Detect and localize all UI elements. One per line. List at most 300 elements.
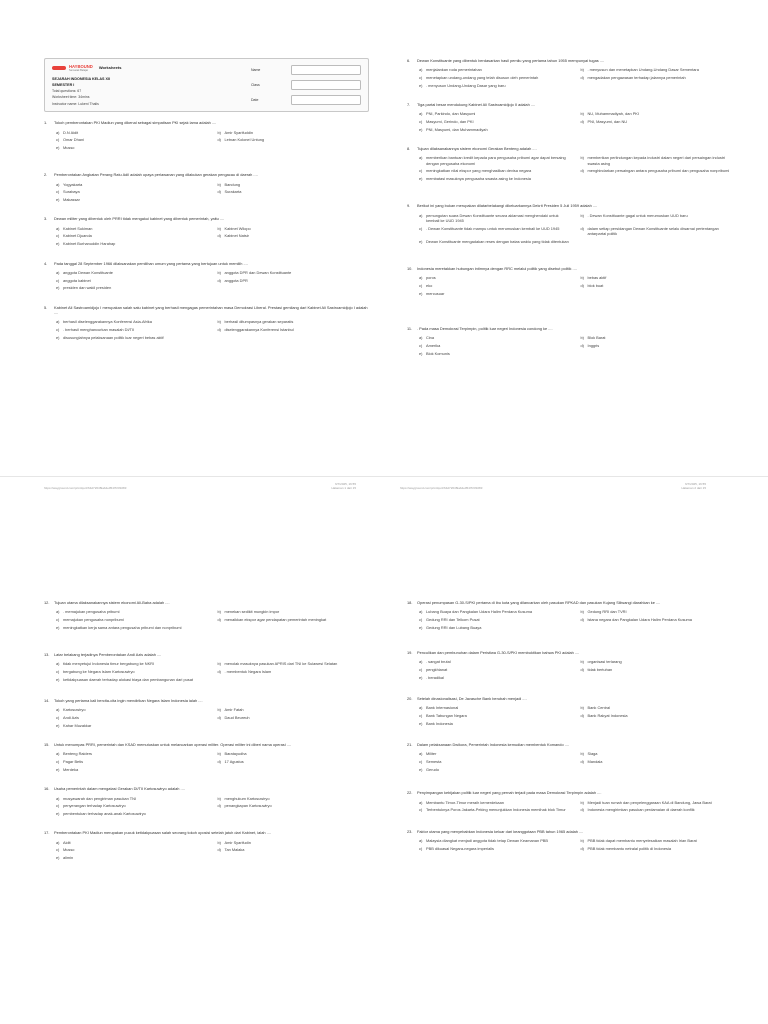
- footer-url-page-1[interactable]: https://wayground.com/print/quiz/64d7264f9ab4e0547b6f1083: [44, 486, 127, 490]
- option-text: menolak masuknya pasukan APRIS dari TNI ke Sulawesi Selatan: [224, 661, 338, 667]
- worksheet-label: Worksheets: [98, 65, 122, 70]
- option-letter: a): [56, 707, 60, 713]
- answer-option[interactable]: [581, 667, 733, 672]
- answer-option[interactable]: [56, 145, 208, 150]
- option-letter: b): [217, 319, 221, 325]
- question-text-row: [407, 58, 732, 63]
- answer-option[interactable]: [218, 803, 370, 808]
- option-text: Militer: [426, 751, 437, 757]
- question-number: 23.: [407, 828, 413, 834]
- option-text: Kartosuwiryo: [63, 707, 86, 713]
- option-letter: b): [217, 707, 221, 713]
- option-letter: c): [419, 225, 423, 231]
- option-text: Gedung RRI dan Telkom Pusat: [426, 617, 480, 623]
- answer-option[interactable]: [56, 796, 208, 801]
- answer-option[interactable]: [581, 75, 733, 80]
- option-letter: a): [56, 795, 60, 801]
- option-text: Tan Malaka: [224, 847, 245, 853]
- answer-option[interactable]: [218, 270, 370, 275]
- worksheet-page-2: [407, 58, 732, 370]
- option-text: pemungutan suara Dewan Konstituante secara aklamasi menghendaki untuk kembali ke UUD 1945: [426, 212, 559, 223]
- option-letter: e): [56, 811, 60, 817]
- option-text: diselenggarakannya Konferensi Istanbul: [224, 326, 294, 332]
- question-8: [407, 146, 732, 181]
- answer-option[interactable]: [419, 767, 571, 772]
- option-text: menaikkan ekspor agar pendapatan pemerintah meningkat: [224, 617, 327, 623]
- answer-option[interactable]: [56, 285, 208, 290]
- answer-option[interactable]: [218, 182, 370, 187]
- question-22: [407, 790, 732, 812]
- answer-options: [419, 838, 732, 851]
- question-15: [44, 742, 369, 772]
- answer-option[interactable]: [581, 111, 733, 116]
- date-input[interactable]: [291, 95, 361, 105]
- meta-instructor: Instructor name: Lukeni Thalis: [52, 101, 99, 106]
- option-text: Kahar Muzakkar: [63, 722, 92, 728]
- option-letter: a): [56, 839, 60, 845]
- answer-option[interactable]: [581, 759, 733, 764]
- question-23: [407, 829, 732, 851]
- question-number: 15.: [44, 742, 50, 748]
- answer-option[interactable]: [56, 327, 208, 332]
- answer-option[interactable]: [581, 617, 733, 622]
- meta-total-questions: Total questions: 67: [52, 89, 82, 94]
- answer-option[interactable]: [419, 119, 571, 124]
- answer-option[interactable]: [581, 283, 733, 288]
- option-letter: d): [580, 807, 584, 813]
- option-letter: a): [56, 609, 60, 615]
- question-text: Penculikan dan pembunuhan dalam Peristiwa G-30-S/PKI membuktikan bahwa PKI adalah ....: [417, 650, 580, 656]
- option-letter: c): [56, 189, 60, 195]
- answer-option[interactable]: [419, 127, 571, 132]
- option-letter: a): [56, 269, 60, 275]
- option-letter: d): [580, 168, 584, 174]
- question-number: 5.: [44, 304, 48, 310]
- option-letter: a): [419, 659, 423, 665]
- option-letter: e): [419, 176, 423, 182]
- answer-option[interactable]: [56, 715, 208, 720]
- answer-option[interactable]: [56, 723, 208, 728]
- answer-option[interactable]: [56, 226, 208, 231]
- option-text: lstana negara dan Pangkalan Udara Halim Perdana Kusuma: [587, 617, 692, 623]
- answer-options: [56, 270, 369, 291]
- answer-option[interactable]: [419, 176, 571, 181]
- answer-option[interactable]: [419, 67, 571, 72]
- answer-option[interactable]: [419, 275, 571, 280]
- option-text: menghukum Kartosuwiryo: [224, 795, 270, 801]
- answer-option[interactable]: [419, 838, 571, 843]
- answer-option[interactable]: [218, 715, 370, 720]
- question-text-row: [44, 261, 369, 266]
- question-number: 6.: [407, 58, 411, 63]
- question-text: Untuk menumpas PRRI, pemerintah dan KSAD memutuskan untuk melancarkan operasi militer. Operasi militer ini diberi nama operasi ....: [54, 742, 291, 748]
- option-text: alimin: [63, 855, 74, 861]
- answer-option[interactable]: [218, 661, 370, 666]
- answer-option[interactable]: [56, 803, 208, 808]
- option-text: Kabinet Burhanuddin Harahap: [63, 241, 116, 247]
- question-text-row: [44, 120, 369, 125]
- option-letter: c): [56, 803, 60, 809]
- answer-option[interactable]: [419, 351, 571, 356]
- option-letter: d): [580, 845, 584, 851]
- option-letter: c): [419, 667, 423, 673]
- question-text: Setelah dinasionalisasi, De Javasche Bank berubah menjadi ....: [417, 696, 527, 702]
- question-text-row: [407, 696, 732, 701]
- question-text-row: [44, 216, 369, 221]
- answer-option[interactable]: [218, 278, 370, 283]
- question-text: Pemberontakan PKI Madiun merupakan pucuk ketidakpuasan salah seorang tokoh oposisi setelah jatuh dari Kabinet, ialah ....: [54, 830, 271, 836]
- option-text: membatasi masuknya pengusaha swasta asing ke Indonesia: [426, 176, 531, 182]
- question-text: Tokoh yang pertama kali bercita-cita ingin mendirikan Negara Islam Indonesia ialah ....: [54, 698, 203, 704]
- option-letter: b): [580, 155, 584, 161]
- answer-option[interactable]: [56, 625, 208, 630]
- option-letter: e): [419, 82, 423, 88]
- answer-option[interactable]: [56, 182, 208, 187]
- option-text: Amerika: [426, 343, 441, 349]
- answer-option[interactable]: [419, 75, 571, 80]
- answer-option[interactable]: [419, 335, 571, 340]
- option-text: anggota Dewan Konstituante: [63, 269, 113, 275]
- option-text: Pagar Betis: [63, 759, 84, 765]
- answer-option[interactable]: [56, 335, 208, 340]
- option-letter: b): [217, 129, 221, 135]
- answer-option[interactable]: [419, 759, 571, 764]
- option-text: PNI, Parkindo, dan Masyumi: [426, 111, 476, 117]
- option-text: berhasil diselenggarakannya Konferensi Asia-Afrika: [63, 319, 152, 325]
- option-letter: a): [419, 67, 423, 73]
- answer-option[interactable]: [419, 625, 571, 630]
- name-input[interactable]: [291, 65, 361, 75]
- option-letter: b): [580, 751, 584, 757]
- option-letter: b): [580, 275, 584, 281]
- option-text: organisasi terlarang: [587, 659, 622, 665]
- option-letter: a): [56, 181, 60, 187]
- answer-option[interactable]: [56, 233, 208, 238]
- question-18: [407, 600, 732, 630]
- answer-option[interactable]: [419, 155, 571, 166]
- question-text-row: [407, 266, 732, 271]
- date-label: Date: [251, 97, 259, 102]
- answer-option[interactable]: [218, 189, 370, 194]
- answer-option[interactable]: [581, 807, 733, 812]
- answer-option[interactable]: [419, 675, 571, 680]
- question-number: 11.: [407, 326, 413, 332]
- answer-option[interactable]: [56, 847, 208, 852]
- answer-option[interactable]: [419, 291, 571, 296]
- question-number: 9.: [407, 203, 411, 209]
- question-text-row: [407, 790, 732, 795]
- answer-options: [419, 213, 732, 244]
- answer-option[interactable]: [581, 659, 733, 664]
- answer-option[interactable]: [56, 609, 208, 614]
- answer-option[interactable]: [218, 847, 370, 852]
- answer-option[interactable]: [56, 661, 208, 666]
- answer-options: [56, 840, 369, 861]
- option-text: Amir Fatah: [224, 707, 244, 713]
- answer-option[interactable]: [419, 667, 571, 672]
- answer-option[interactable]: [56, 669, 208, 674]
- question-number: 19.: [407, 650, 413, 656]
- option-letter: e): [56, 855, 60, 861]
- answer-option[interactable]: [419, 83, 571, 88]
- option-letter: c): [56, 847, 60, 853]
- answer-option[interactable]: [581, 609, 733, 614]
- option-text: Siaga: [587, 751, 598, 757]
- answer-option[interactable]: [581, 838, 733, 843]
- answer-option[interactable]: [419, 111, 571, 116]
- question-text-row: [44, 652, 369, 657]
- question-text: Latar belakang terjadinya Pemberontakan Andi Azis adalah ....: [54, 652, 162, 658]
- answer-option[interactable]: [419, 617, 571, 622]
- option-text: berhasil ditumpasnya gerakan separatis: [224, 319, 294, 325]
- answer-option[interactable]: [419, 283, 571, 288]
- answer-options: [419, 275, 732, 296]
- answer-option[interactable]: [218, 617, 370, 622]
- answer-option[interactable]: [419, 659, 571, 664]
- answer-option[interactable]: [419, 751, 571, 756]
- option-letter: b): [217, 269, 221, 275]
- answer-option[interactable]: [419, 343, 571, 348]
- answer-option[interactable]: [581, 119, 733, 124]
- answer-option[interactable]: [419, 168, 571, 173]
- option-text: Gerudo: [426, 766, 439, 772]
- option-letter: e): [419, 238, 423, 244]
- option-letter: d): [217, 715, 221, 721]
- answer-option[interactable]: [218, 137, 370, 142]
- question-text: Dalam pelaksanaan Dwikora, Pemerintah Indonesia kemudian membentuk Komando ....: [417, 742, 570, 748]
- answer-option[interactable]: [581, 213, 733, 224]
- option-text: poros: [426, 275, 436, 281]
- question-text: Tujuan dilaksanakannya sistem ekonomi Gerakan Benteng adalah ....: [417, 146, 537, 152]
- question-16: [44, 786, 369, 816]
- answer-option[interactable]: [218, 759, 370, 764]
- answer-option[interactable]: [419, 239, 571, 244]
- option-letter: b): [217, 225, 221, 231]
- worksheet-title-line-2: SEMESTER I: [52, 82, 75, 87]
- answer-option[interactable]: [419, 721, 571, 726]
- option-text: menjalankan roda pemerintahan: [426, 67, 482, 73]
- option-letter: d): [580, 759, 584, 765]
- question-text: Dewan Konstituante yang dibentuk berdasarkan hasil pemilu yang pertama tahun 1955 mempunyai tugas ....: [417, 58, 605, 63]
- answer-option[interactable]: [581, 800, 733, 805]
- option-letter: d): [580, 225, 584, 231]
- option-text: Baratayudha: [224, 751, 247, 757]
- option-text: musyawarah dan pengiriman pasukan TNI: [63, 795, 137, 801]
- option-letter: a): [419, 837, 423, 843]
- answer-option[interactable]: [419, 807, 571, 812]
- question-text-row: [44, 305, 369, 316]
- answer-option[interactable]: [581, 168, 733, 173]
- answer-option[interactable]: [56, 319, 208, 324]
- header-fields: [251, 65, 361, 106]
- answer-option[interactable]: [56, 197, 208, 202]
- answer-option[interactable]: [581, 335, 733, 340]
- meta-worksheet-time: Worksheet time: 34mins: [52, 95, 90, 100]
- answer-option[interactable]: [218, 130, 370, 135]
- option-letter: b): [580, 705, 584, 711]
- answer-option[interactable]: [56, 751, 208, 756]
- answer-option[interactable]: [581, 751, 733, 756]
- answer-options: [419, 751, 732, 772]
- option-letter: a): [419, 212, 423, 218]
- option-letter: c): [56, 617, 60, 623]
- question-12: [44, 600, 369, 630]
- answer-option[interactable]: [581, 343, 733, 348]
- option-text: Merdeka: [63, 766, 79, 772]
- question-number: 13.: [44, 652, 50, 658]
- question-text-row: [407, 650, 732, 655]
- answer-option[interactable]: [218, 840, 370, 845]
- option-text: blok buat: [587, 283, 604, 289]
- option-text: menetapkan undang-undang yang telah disusun oleh pemerintah: [426, 75, 539, 81]
- option-letter: d): [217, 617, 221, 623]
- option-text: anggota DPR: [224, 277, 248, 283]
- option-letter: a): [56, 661, 60, 667]
- answer-option[interactable]: [56, 189, 208, 194]
- answer-option[interactable]: [581, 155, 733, 166]
- answer-option[interactable]: [581, 705, 733, 710]
- option-letter: d): [580, 713, 584, 719]
- answer-option[interactable]: [56, 707, 208, 712]
- option-text: Amir Syarifuddin: [224, 129, 254, 135]
- question-number: 7.: [407, 102, 411, 108]
- answer-option[interactable]: [56, 840, 208, 845]
- option-text: Kabinet Sukiman: [63, 225, 93, 231]
- answer-option[interactable]: [218, 226, 370, 231]
- option-text: Masyumi, Gerindo, dan PKI: [426, 119, 474, 125]
- question-number: 18.: [407, 600, 413, 605]
- option-letter: b): [217, 609, 221, 615]
- answer-option[interactable]: [56, 137, 208, 142]
- question-number: 3.: [44, 216, 48, 222]
- option-letter: d): [580, 283, 584, 289]
- answer-option[interactable]: [56, 855, 208, 860]
- question-text-row: [407, 326, 732, 331]
- answer-option[interactable]: [419, 226, 571, 237]
- answer-option[interactable]: [56, 270, 208, 275]
- option-letter: c): [419, 807, 423, 813]
- option-text: anggota kabinet: [63, 277, 91, 283]
- answer-option[interactable]: [581, 67, 733, 72]
- answer-option[interactable]: [56, 677, 208, 682]
- answer-option[interactable]: [419, 800, 571, 805]
- option-letter: a): [419, 799, 423, 805]
- footer-page-number: Halaman 2 dari 15: [681, 486, 706, 491]
- answer-option[interactable]: [56, 759, 208, 764]
- option-letter: e): [419, 290, 423, 296]
- option-letter: e): [419, 350, 423, 356]
- answer-options: [56, 707, 369, 728]
- answer-option[interactable]: [581, 275, 733, 280]
- answer-option[interactable]: [419, 213, 571, 224]
- option-letter: e): [419, 766, 423, 772]
- question-text-row: [44, 600, 369, 605]
- answer-option[interactable]: [581, 846, 733, 851]
- option-letter: a): [419, 705, 423, 711]
- option-letter: d): [217, 189, 221, 195]
- option-letter: e): [56, 241, 60, 247]
- option-letter: d): [217, 759, 221, 765]
- question-4: [44, 261, 369, 291]
- answer-option[interactable]: [581, 713, 733, 718]
- question-number: 22.: [407, 790, 413, 796]
- answer-option[interactable]: [218, 609, 370, 614]
- answer-option[interactable]: [56, 617, 208, 622]
- answer-options: [56, 182, 369, 203]
- worksheet-page-4: [407, 600, 732, 865]
- option-letter: e): [56, 722, 60, 728]
- option-text: meningkatkan kerja sama antara pengusaha pribumi dan nonpribumi: [63, 624, 182, 630]
- answer-options: [419, 155, 732, 181]
- answer-option[interactable]: [56, 241, 208, 246]
- answer-option[interactable]: [56, 130, 208, 135]
- question-text-row: [407, 600, 732, 605]
- name-label: Name: [251, 67, 261, 72]
- answer-option[interactable]: [56, 278, 208, 283]
- worksheet-title-line-1: SEJARAH INDONESIA KELAS XII: [52, 76, 111, 81]
- answer-option[interactable]: [56, 811, 208, 816]
- question-14: [44, 698, 369, 728]
- answer-option[interactable]: [56, 767, 208, 772]
- brand-name: HAYBOUND: [69, 64, 93, 69]
- answer-option[interactable]: [218, 233, 370, 238]
- answer-options: [56, 226, 369, 247]
- option-letter: d): [217, 277, 221, 283]
- answer-option[interactable]: [218, 327, 370, 332]
- question-10: [407, 266, 732, 296]
- footer-meta-page-2: [650, 482, 706, 490]
- answer-option[interactable]: [218, 319, 370, 324]
- option-text: Lubang Buaya dan Pangkalan Udara Halim Perdana Kusuma: [426, 609, 532, 615]
- answer-option[interactable]: [419, 609, 571, 614]
- option-text: mercusuar: [426, 290, 445, 296]
- question-list: [407, 58, 732, 356]
- option-letter: c): [56, 759, 60, 765]
- question-text-row: [407, 829, 732, 834]
- class-input[interactable]: [291, 80, 361, 90]
- question-text: Penyimpangan kebijakan politik luar negeri yang pernah terjadi pada masa Demokrasi Terpimpin adalah ....: [417, 790, 602, 796]
- answer-option[interactable]: [419, 846, 571, 851]
- answer-option[interactable]: [218, 751, 370, 756]
- answer-option[interactable]: [581, 226, 733, 237]
- option-text: Bank Tabungan Negara: [426, 713, 467, 719]
- option-letter: b): [580, 212, 584, 218]
- option-text: Kabinet Djuanda: [63, 233, 92, 239]
- option-letter: d): [580, 617, 584, 623]
- option-text: Kabinet Natsir: [224, 233, 249, 239]
- question-text: . Pada masa Demokrasi Terpimpin, politik luar negeri Indonesia condong ke ....: [417, 326, 553, 332]
- option-letter: b): [580, 335, 584, 341]
- worksheet-page-3: [44, 600, 369, 874]
- option-letter: d): [217, 803, 221, 809]
- option-text: eko: [426, 283, 433, 289]
- option-text: Gedung RRI dan Lubang Buaya: [426, 624, 482, 630]
- question-11: [407, 326, 732, 356]
- answer-options: [56, 319, 369, 340]
- question-number: 17.: [44, 830, 50, 836]
- option-text: memajukan pengusaha nonpribumi: [63, 617, 124, 623]
- footer-url-page-2[interactable]: https://wayground.com/print/quiz/64d7264f9ab4e0547b6f1083: [400, 486, 483, 490]
- option-text: Dewan Konstituante mengadakan reses dengan batas waktu yang tidak ditentukan: [426, 238, 569, 244]
- option-text: Surabaya: [63, 189, 80, 195]
- answer-option[interactable]: [218, 707, 370, 712]
- answer-option[interactable]: [419, 713, 571, 718]
- option-text: Amir Syarifudin: [224, 839, 251, 845]
- answer-option[interactable]: [218, 669, 370, 674]
- answer-option[interactable]: [419, 705, 571, 710]
- answer-option[interactable]: [218, 796, 370, 801]
- option-text: memberikan perlindungan kepada industri dalam negeri dari persaingan industri swasta asing: [587, 155, 726, 166]
